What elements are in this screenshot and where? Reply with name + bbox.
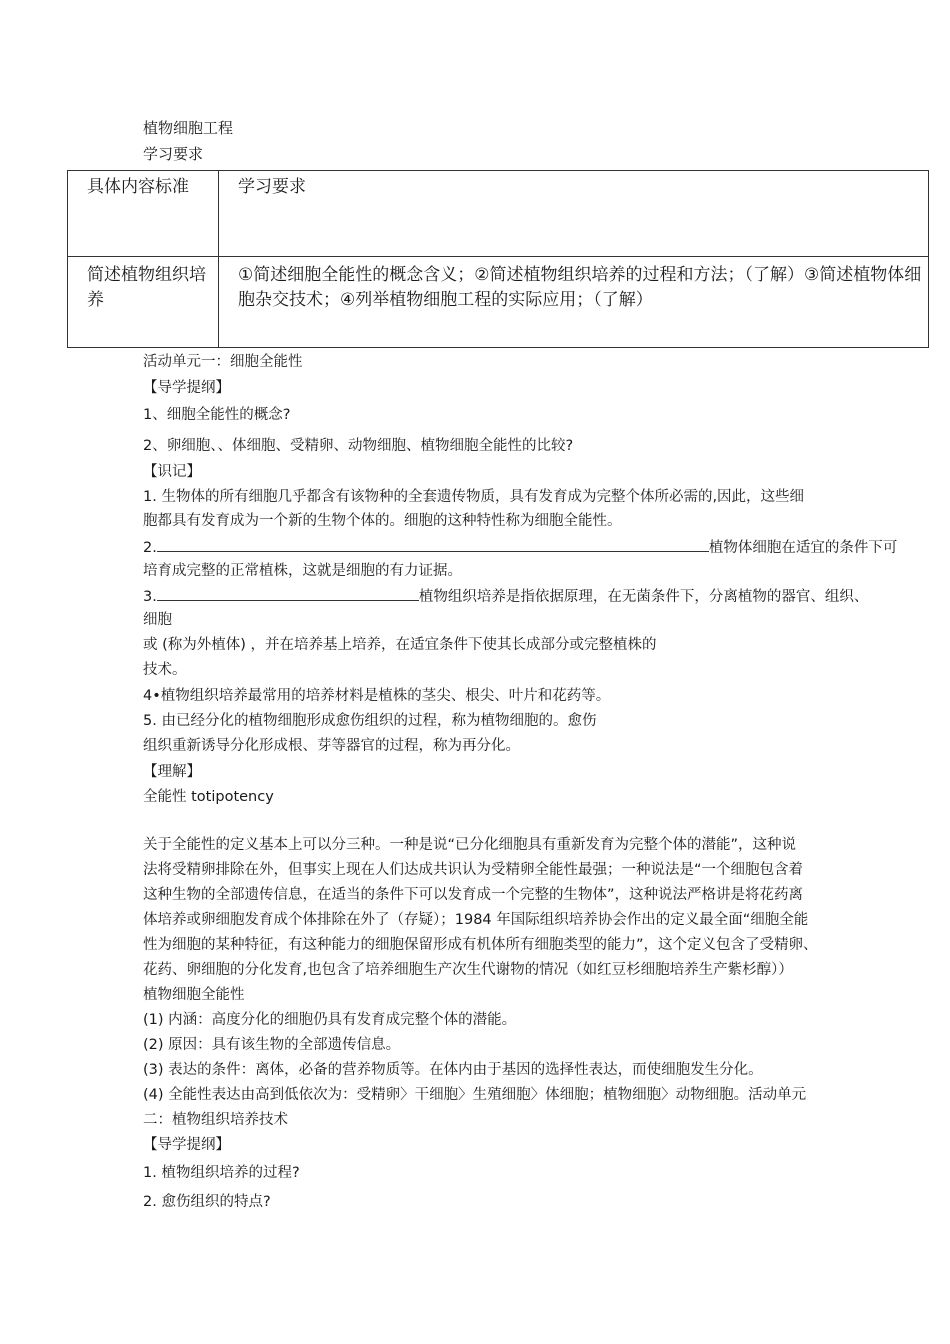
guide-question: 1、细胞全能性的概念? bbox=[143, 407, 291, 423]
paragraph-line: 关于全能性的定义基本上可以分三种。一种是说“已分化细胞具有重新发育为完整个体的潜能”，这种说 bbox=[143, 837, 797, 853]
memo-label: 【识记】 bbox=[143, 464, 201, 480]
list-item: (3) 表达的条件：离体，必备的营养物质等。在体内由于基因的选择性表达，而使细胞发生分化。 bbox=[143, 1062, 763, 1078]
memo-item-5: 5. 由已经分化的植物细胞形成愈伤组织的过程，称为植物细胞的。愈伤 bbox=[143, 713, 597, 729]
guide-question: 2、卵细胞、、体细胞、受精卵、动物细胞、植物细胞全能性的比较? bbox=[143, 438, 574, 454]
table-cell: 简述植物组织培养 bbox=[68, 257, 219, 348]
memo-item-3 bbox=[143, 586, 868, 607]
list-item: (1) 内涵：高度分化的细胞仍具有发育成完整个体的潜能。 bbox=[143, 1012, 517, 1028]
memo-item-2 bbox=[143, 537, 897, 558]
memo-item-1-cont: 胞都具有发育成为一个新的生物个体的。细胞的这种特性称为细胞全能性。 bbox=[143, 513, 622, 529]
unit2-title: 二：植物组织培养技术 bbox=[143, 1112, 288, 1128]
paragraph-line: 花药、卵细胞的分化发育,也包含了培养细胞生产次生代谢物的情况（如红豆杉细胞培养生产紫杉醇）） bbox=[143, 962, 793, 978]
table-row bbox=[68, 171, 929, 257]
guide-label: 【导学提纲】 bbox=[143, 1137, 230, 1153]
term-heading: 全能性 totipotency bbox=[143, 789, 274, 805]
list-item: (4) 全能性表达由高到低依次为：受精卵〉干细胞〉生殖细胞〉体细胞；植物细胞〉动物细胞。活动单元 bbox=[143, 1087, 807, 1103]
paragraph-line: 法将受精卵排除在外，但事实上现在人们达成共识认为受精卵全能性最强；一种说法是“一个细胞包含着 bbox=[143, 862, 804, 878]
paragraph-line: 体培养或卵细胞发育成个体排除在外了（存疑）；1984 年国际组织培养协会作出的定义最全面“细胞全能 bbox=[143, 912, 809, 928]
item-number: 3. bbox=[143, 589, 157, 605]
memo-item-3-text: 植物组织培养是指依据原理，在无菌条件下，分离植物的器官、组织、 bbox=[418, 589, 869, 605]
section-subtitle: 植物细胞全能性 bbox=[143, 987, 245, 1003]
table-header-cell: 学习要求 bbox=[219, 171, 929, 257]
guide-question: 1. 植物组织培养的过程? bbox=[143, 1165, 300, 1181]
requirements-table bbox=[67, 170, 929, 348]
table-cell: ①简述细胞全能性的概念含义；②简述植物组织培养的过程和方法；（了解）③简述植物体细胞杂交技术；④列举植物细胞工程的实际应用；（了解） bbox=[219, 257, 929, 348]
memo-item-3-cont: 或 (称为外植体) ，并在培养基上培养，在适宜条件下使其长成部分或完整植株的 bbox=[143, 637, 657, 653]
guide-question: 2. 愈伤组织的特点? bbox=[143, 1194, 271, 1210]
memo-item-4: 4•植物组织培养最常用的培养材料是植株的茎尖、根尖、叶片和花药等。 bbox=[143, 688, 611, 704]
fill-blank bbox=[157, 586, 419, 601]
understand-label: 【理解】 bbox=[143, 764, 201, 780]
memo-item-5-cont: 组织重新诱导分化形成根、芽等器官的过程，称为再分化。 bbox=[143, 738, 520, 754]
list-item: (2) 原因：具有该生物的全部遗传信息。 bbox=[143, 1037, 401, 1053]
paragraph-line: 这种生物的全部遗传信息，在适当的条件下可以发育成一个完整的生物体”，这种说法严格讲是将花药离 bbox=[143, 887, 804, 903]
memo-item-1: 1. 生物体的所有细胞几乎都含有该物种的全套遗传物质，具有发育成为完整个体所必需的,因此，这些细 bbox=[143, 489, 805, 505]
document-title: 植物细胞工程 bbox=[143, 119, 234, 137]
unit1-title: 活动单元一：细胞全能性 bbox=[143, 354, 303, 370]
guide-label: 【导学提纲】 bbox=[143, 380, 230, 396]
memo-item-2-text: 植物体细胞在适宜的条件下可 bbox=[708, 540, 898, 556]
item-number: 2. bbox=[143, 540, 157, 556]
memo-item-3-cont: 细胞 bbox=[143, 612, 172, 628]
paragraph-line: 性为细胞的某种特征，有这种能力的细胞保留形成有机体所有细胞类型的能力”，这个定义包含了受精卵、 bbox=[143, 937, 818, 953]
table-row bbox=[68, 257, 929, 348]
memo-item-3-cont: 技术。 bbox=[143, 662, 187, 678]
memo-item-2-cont: 培育成完整的正常植株，这就是细胞的有力证据。 bbox=[143, 563, 462, 579]
document-subtitle: 学习要求 bbox=[143, 145, 204, 163]
table-header-cell: 具体内容标准 bbox=[68, 171, 219, 257]
fill-blank bbox=[157, 537, 709, 552]
